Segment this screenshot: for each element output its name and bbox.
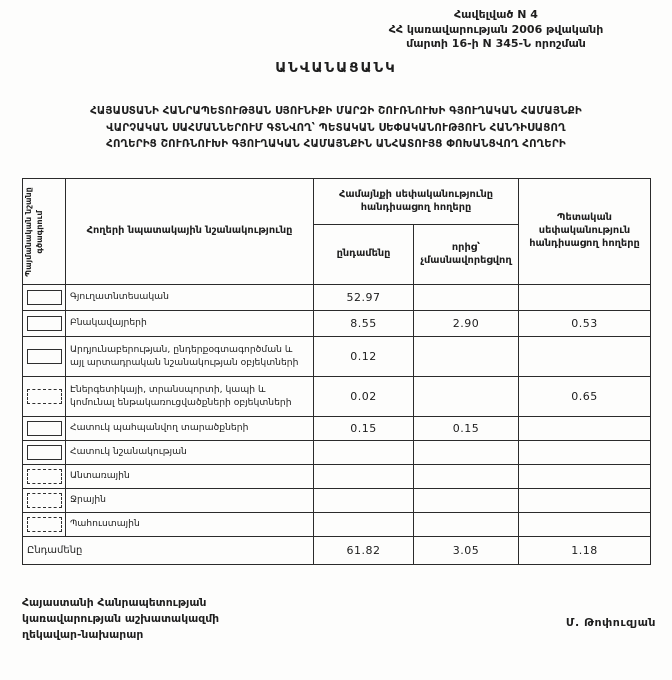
legend-cell xyxy=(23,417,66,441)
land-table xyxy=(22,178,651,565)
symbol-column-header-text: Պայմանական նշանը գծագրում xyxy=(24,186,44,277)
value-cell xyxy=(519,489,651,513)
total-value-cell: 1.18 xyxy=(519,537,651,565)
land-category-cell: Հատուկ նշանակության xyxy=(66,441,314,465)
signatory-line: կառավարության աշխատակազմի xyxy=(22,612,220,626)
land-category-cell: Հատուկ պահպանվող տարածքների xyxy=(66,417,314,441)
value-cell xyxy=(519,417,651,441)
legend-cell xyxy=(23,489,66,513)
land-category-cell: Էներգետիկայի, տրանսպորտի, կապի և կոմունալ ենթակառուցվածքների օբյեկտների xyxy=(66,377,314,417)
total-value-cell: 61.82 xyxy=(314,537,414,565)
legend-cell xyxy=(23,465,66,489)
table-row xyxy=(23,513,651,537)
subtitle-line: ՎԱՐՉԱԿԱՆ ՍԱՀՄԱՆՆԵՐՈՒՄ ԳՏՆՎՈՂ՝ ՊԵՏԱԿԱՆ ՍԵՓԱԿԱՆՈՒԹՅՈՒՆ ՀԱՆԴԻՍԱՑՈՂ xyxy=(106,122,566,134)
table-row xyxy=(23,465,651,489)
legend-swatch xyxy=(27,469,62,484)
value-cell xyxy=(314,489,414,513)
total-row xyxy=(23,537,651,565)
value-cell: 0.53 xyxy=(519,311,651,337)
value-cell: 8.55 xyxy=(314,311,414,337)
table-row xyxy=(23,441,651,465)
value-cell: 0.15 xyxy=(414,417,519,441)
legend-swatch xyxy=(27,421,62,436)
name-column-header: Հողերի նպատակային նշանակությունը xyxy=(66,179,314,285)
document-subtitle xyxy=(4,104,668,154)
value-cell xyxy=(414,441,519,465)
value-cell xyxy=(519,337,651,377)
value-cell: 0.65 xyxy=(519,377,651,417)
value-cell: 0.02 xyxy=(314,377,414,417)
value-cell: 0.15 xyxy=(314,417,414,441)
legend-swatch xyxy=(27,493,62,508)
legend-cell xyxy=(23,285,66,311)
legend-swatch xyxy=(27,349,62,364)
legend-cell xyxy=(23,513,66,537)
legend-swatch xyxy=(27,316,62,331)
community-group-header: Համայնքի սեփականությունը հանդիսացող հողերը xyxy=(314,179,519,225)
signature-name: Մ. Թոփուզյան xyxy=(565,616,656,629)
subtitle-line: ՀԱՅԱՍՏԱՆԻ ՀԱՆՐԱՊԵՏՈՒԹՅԱՆ ՍՅՈՒՆԻՔԻ ՄԱՐԶԻ ՇՈՒՌՆՈՒԽԻ ԳՅՈՒՂԱԿԱՆ ՀԱՄԱՅՆՔԻ xyxy=(90,106,582,117)
value-cell: 2.90 xyxy=(414,311,519,337)
value-cell: 52.97 xyxy=(314,285,414,311)
table-row xyxy=(23,417,651,441)
annex-line: մարտի 16-ի N 345-Ն որոշման xyxy=(406,37,586,51)
value-cell xyxy=(414,337,519,377)
subtitle-line: ՀՈՂԵՐԻՑ ՇՈՒՌՆՈՒԽԻ ԳՅՈՒՂԱԿԱՆ ՀԱՄԱՅՆՔԻՆ ԱՆՀԱՏՈՒՅՑ ՓՈԽԱՆՑՎՈՂ ՀՈՂԵՐԻ xyxy=(106,139,566,151)
value-cell xyxy=(519,285,651,311)
value-cell xyxy=(314,465,414,489)
legend-cell xyxy=(23,377,66,417)
value-cell xyxy=(414,513,519,537)
land-category-cell: Արդյունաբերության, ընդերքօգտագործման և այլ արտադրական նշանակության օբյեկտների xyxy=(66,337,314,377)
signatory-line: Հայաստանի Հանրապետության xyxy=(22,596,207,609)
table-row xyxy=(23,285,651,311)
legend-swatch xyxy=(27,517,62,532)
value-cell xyxy=(314,513,414,537)
value-cell xyxy=(414,465,519,489)
land-category-cell: Անտառային xyxy=(66,465,314,489)
value-cell xyxy=(414,489,519,513)
annex-line: Հավելված N 4 xyxy=(454,8,538,21)
table-row xyxy=(23,489,651,513)
value-cell xyxy=(414,285,519,311)
total-label-cell: Ընդամենը xyxy=(23,537,314,565)
legend-cell xyxy=(23,441,66,465)
table-row xyxy=(23,311,651,337)
land-category-cell: Բնակավայրերի xyxy=(66,311,314,337)
footer-signatory xyxy=(22,595,219,644)
state-column-header: Պետական սեփականություն հանդիսացող հողերը xyxy=(519,179,651,285)
table-row xyxy=(23,377,651,417)
signatory-line: ղեկավար-նախարար xyxy=(22,628,144,642)
value-cell xyxy=(314,441,414,465)
page-title: ԱՆՎԱՆԱՑԱՆԿ xyxy=(275,60,397,76)
annex-note xyxy=(328,8,664,52)
ofwhich-subheader: որից՝ չմասնավորեցվող xyxy=(414,225,519,285)
legend-swatch xyxy=(27,445,62,460)
value-cell xyxy=(414,377,519,417)
value-cell: 0.12 xyxy=(314,337,414,377)
value-cell xyxy=(519,465,651,489)
legend-cell xyxy=(23,311,66,337)
legend-swatch xyxy=(27,290,62,305)
total-subheader: ընդամենը xyxy=(314,225,414,285)
land-category-cell: Գյուղատնտեսական xyxy=(66,285,314,311)
legend-cell xyxy=(23,337,66,377)
value-cell xyxy=(519,441,651,465)
total-value-cell: 3.05 xyxy=(414,537,519,565)
value-cell xyxy=(519,513,651,537)
legend-swatch xyxy=(27,389,62,404)
land-category-cell: Պահուստային xyxy=(66,513,314,537)
symbol-column-header xyxy=(23,179,66,285)
table-row xyxy=(23,337,651,377)
annex-line: ՀՀ կառավարության 2006 թվականի xyxy=(388,22,604,36)
land-category-cell: Ջրային xyxy=(66,489,314,513)
